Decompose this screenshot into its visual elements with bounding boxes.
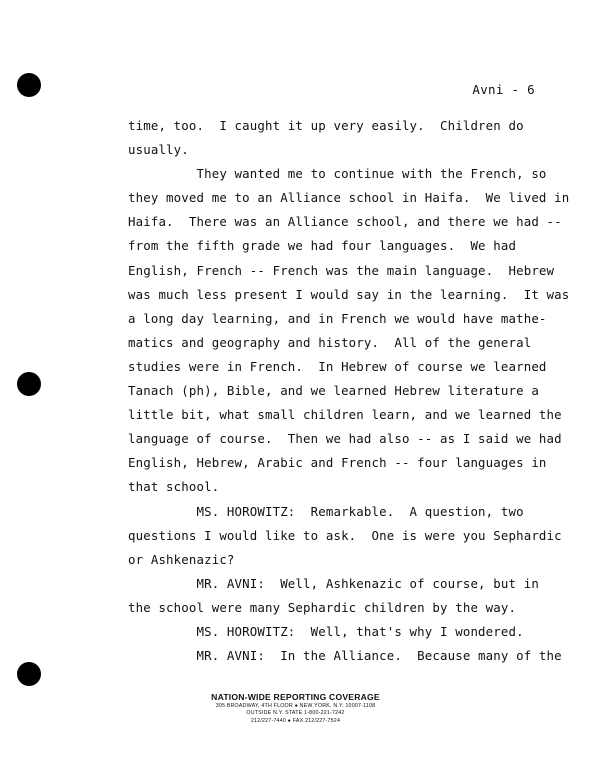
transcript-line: that school. bbox=[128, 479, 220, 495]
footer-company: NATION-WIDE REPORTING COVERAGE bbox=[211, 692, 380, 702]
transcript-line: MR. AVNI: In the Alliance. Because many of the bbox=[128, 648, 562, 664]
transcript-line: from the fifth grade we had four languages. We had bbox=[128, 238, 517, 254]
transcript-line: They wanted me to continue with the French, so bbox=[128, 166, 547, 182]
punch-hole-middle bbox=[17, 372, 41, 396]
transcript-line: questions I would like to ask. One is were you Sephardic bbox=[128, 527, 562, 543]
footer-address: 305 BROADWAY, 4TH FLOOR ● NEW YORK, N.Y. 10007-1108 bbox=[215, 703, 376, 709]
transcript-line: MS. HOROWITZ: Remarkable. A question, two bbox=[128, 503, 524, 519]
transcript-line: little bit, what small children learn, and we learned the bbox=[128, 407, 562, 423]
transcript-line: English, Hebrew, Arabic and French -- four languages in bbox=[128, 455, 547, 471]
footer-phone-fax: 212/227-7440 ● FAX 212/227-7524 bbox=[250, 717, 341, 724]
transcript-line: Haifa. There was an Alliance school, and there we had -- bbox=[128, 214, 562, 230]
transcript-line: was much less present I would say in the learning. It was bbox=[128, 286, 570, 302]
transcript-line: matics and geography and history. All of the general bbox=[128, 334, 532, 350]
transcript-line: studies were in French. In Hebrew of course we learned bbox=[128, 358, 547, 374]
transcript-line: English, French -- French was the main language. Hebrew bbox=[128, 262, 555, 278]
transcript-line: a long day learning, and in French we would have mathe- bbox=[128, 310, 547, 326]
transcript-line: usually. bbox=[128, 142, 189, 158]
transcript-line: the school were many Sephardic children by the way. bbox=[128, 599, 517, 615]
transcript-body bbox=[128, 114, 570, 668]
footer bbox=[0, 692, 591, 725]
transcript-line: Tanach (ph), Bible, and we learned Hebrew literature a bbox=[128, 383, 539, 399]
page-header: Avni - 6 bbox=[472, 82, 535, 97]
transcript-line: language of course. Then we had also -- as I said we had bbox=[128, 431, 562, 447]
transcript-line: time, too. I caught it up very easily. Children do bbox=[128, 118, 524, 133]
footer-outside-phone: OUTSIDE N.Y. STATE 1-800-221-7242 bbox=[246, 710, 345, 717]
transcript-line: MR. AVNI: Well, Ashkenazic of course, but in bbox=[128, 575, 539, 591]
transcript-line: or Ashkenazic? bbox=[128, 551, 235, 567]
transcript-line: they moved me to an Alliance school in Haifa. We lived in bbox=[128, 190, 570, 206]
transcript-line: MS. HOROWITZ: Well, that's why I wondered. bbox=[128, 623, 524, 639]
punch-hole-bottom bbox=[17, 662, 41, 686]
punch-hole-top bbox=[17, 73, 41, 97]
